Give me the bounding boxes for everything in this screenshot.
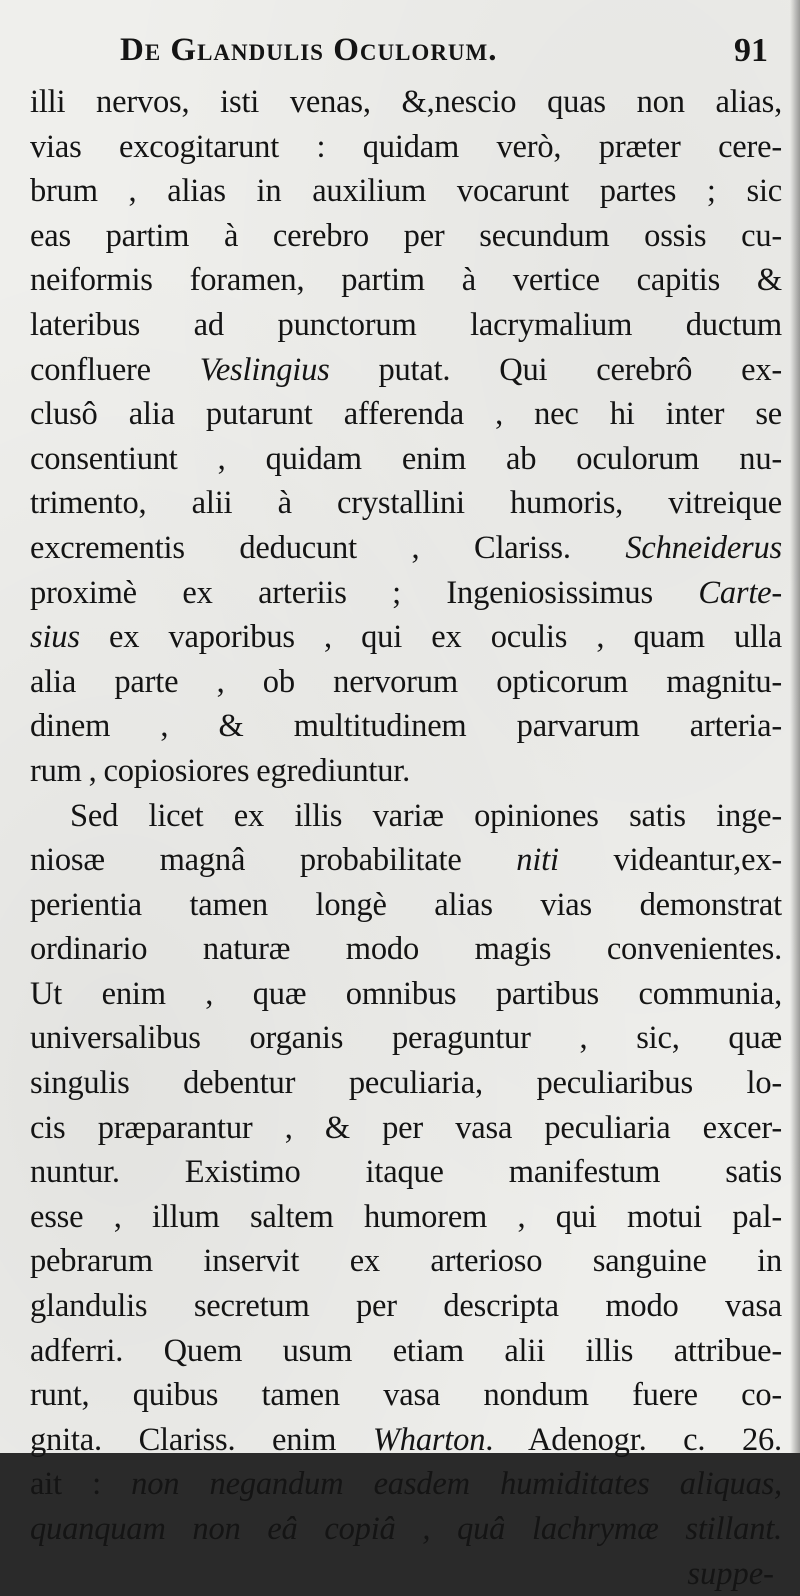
text-line: [30, 125, 782, 170]
text-line-content: vias excogitarunt : quidam verò, præter cere-: [30, 128, 782, 165]
text-segment: ex vaporibus , qui ex oculis , quam ulla: [79, 619, 782, 656]
text-line-content: trimento, alii à crystallini humoris, vitreique: [30, 485, 782, 522]
text-line: [30, 348, 782, 393]
text-line-content: adferri. Quem usum etiam alii illis attribue-: [30, 1332, 782, 1369]
text-line-content: eas partim à cerebro per secundum ossis cu-: [30, 217, 782, 254]
text-line-content: nuntur. Existimo itaque manifestum satis: [30, 1154, 782, 1191]
text-line: [30, 1462, 782, 1507]
text-segment: . Adenogr. c. 26.: [485, 1421, 782, 1458]
text-segment: excrementis deducunt , Clariss.: [30, 529, 626, 566]
text-line-content: alia parte , ob nervorum opticorum magnitu-: [30, 663, 782, 700]
text-segment: putat. Qui cerebrô ex-: [329, 351, 782, 388]
text-line: [30, 80, 782, 125]
text-line-content: Sed licet ex illis variæ opiniones satis inge-: [70, 797, 782, 834]
text-line: [30, 526, 782, 571]
text-line-content: cis præparantur , & per vasa peculiaria excer-: [30, 1109, 782, 1146]
italic-name: non negandum easdem humiditates aliquas,: [131, 1466, 782, 1503]
text-segment: ait :: [30, 1466, 132, 1503]
text-line: [30, 838, 782, 883]
text-segment: confluere: [30, 351, 200, 388]
text-line-content: dinem , & multitudinem parvarum arteria-: [30, 708, 782, 745]
text-line-content: glandulis secretum per descripta modo vasa: [30, 1288, 782, 1325]
text-line-content: Ut enim , quæ omnibus partibus communia,: [30, 975, 782, 1012]
italic-name: Carte-: [698, 574, 782, 611]
text-line: [30, 1329, 782, 1374]
text-line: [30, 883, 782, 928]
page-number: 91: [734, 32, 768, 69]
text-line-content: brum , alias in auxilium vocarunt partes ; sic: [30, 173, 782, 210]
text-line-content: runt, quibus tamen vasa nondum fuere co-: [30, 1377, 782, 1414]
text-line-content: pebrarum inservit ex arterioso sanguine in: [30, 1243, 782, 1280]
text-line-content: ordinario naturæ modo magis convenientes.: [30, 931, 782, 968]
text-line: [30, 1061, 782, 1106]
text-line: [30, 704, 782, 749]
italic-name: quanquam non eâ copiâ , quâ lachrymæ stillant.: [30, 1511, 782, 1547]
text-line: [30, 1016, 782, 1061]
text-line-content: consentiunt , quidam enim ab oculorum nu-: [30, 440, 782, 477]
text-line: [30, 303, 782, 348]
text-line: [30, 749, 782, 794]
text-line: [30, 1284, 782, 1329]
text-line: [30, 660, 782, 705]
text-line-content: clusô alia putarunt afferenda , nec hi inter se: [30, 396, 782, 433]
italic-name: sius: [30, 619, 80, 656]
body-text: [30, 80, 782, 1552]
text-line: [30, 927, 782, 972]
running-head-title: De Glandulis Oculorum.: [120, 32, 498, 68]
text-line: [30, 1195, 782, 1240]
text-line: [30, 392, 782, 437]
text-line-content: singulis debentur peculiaria, peculiaribus lo-: [30, 1065, 782, 1102]
text-line: [30, 1507, 782, 1552]
italic-name: Wharton: [372, 1421, 486, 1458]
text-line-content: lateribus ad punctorum lacrymalium ductum: [30, 306, 782, 343]
text-line: [30, 615, 782, 660]
text-line-content: perientia tamen longè alias vias demonstrat: [30, 886, 782, 923]
text-line: [30, 258, 782, 303]
text-line: [30, 214, 782, 259]
text-segment: niosæ magnâ probabilitate: [30, 842, 517, 879]
text-line: [30, 1150, 782, 1195]
text-line: [30, 169, 782, 214]
text-segment: gnita. Clariss. enim: [30, 1421, 373, 1458]
italic-name: Schneiderus: [625, 529, 782, 566]
text-line: [30, 437, 782, 482]
text-line-content: rum , copiosiores egrediuntur.: [30, 752, 411, 789]
text-segment: videantur,ex-: [558, 842, 782, 879]
italic-name: niti: [516, 842, 559, 879]
text-line: [30, 1373, 782, 1418]
text-line: [30, 1239, 782, 1284]
text-segment: proximè ex arteriis ; Ingeniosissimus: [30, 574, 699, 611]
text-line: [30, 972, 782, 1017]
text-line-content: illi nervos, isti venas, &,nescio quas non alias,: [30, 84, 782, 120]
text-line: [30, 1106, 782, 1151]
text-line: [30, 794, 782, 839]
catchword: suppe-: [687, 1555, 774, 1592]
text-line-content: esse , illum saltem humorem , qui motui pal-: [30, 1198, 782, 1235]
running-head: [30, 26, 782, 72]
text-line: [30, 1418, 782, 1463]
text-line: [30, 571, 782, 616]
text-line-content: universalibus organis peraguntur , sic, quæ: [30, 1020, 782, 1057]
text-line: [30, 481, 782, 526]
text-line-content: neiformis foramen, partim à vertice capitis &: [30, 262, 782, 299]
italic-name: Veslingius: [199, 351, 330, 388]
